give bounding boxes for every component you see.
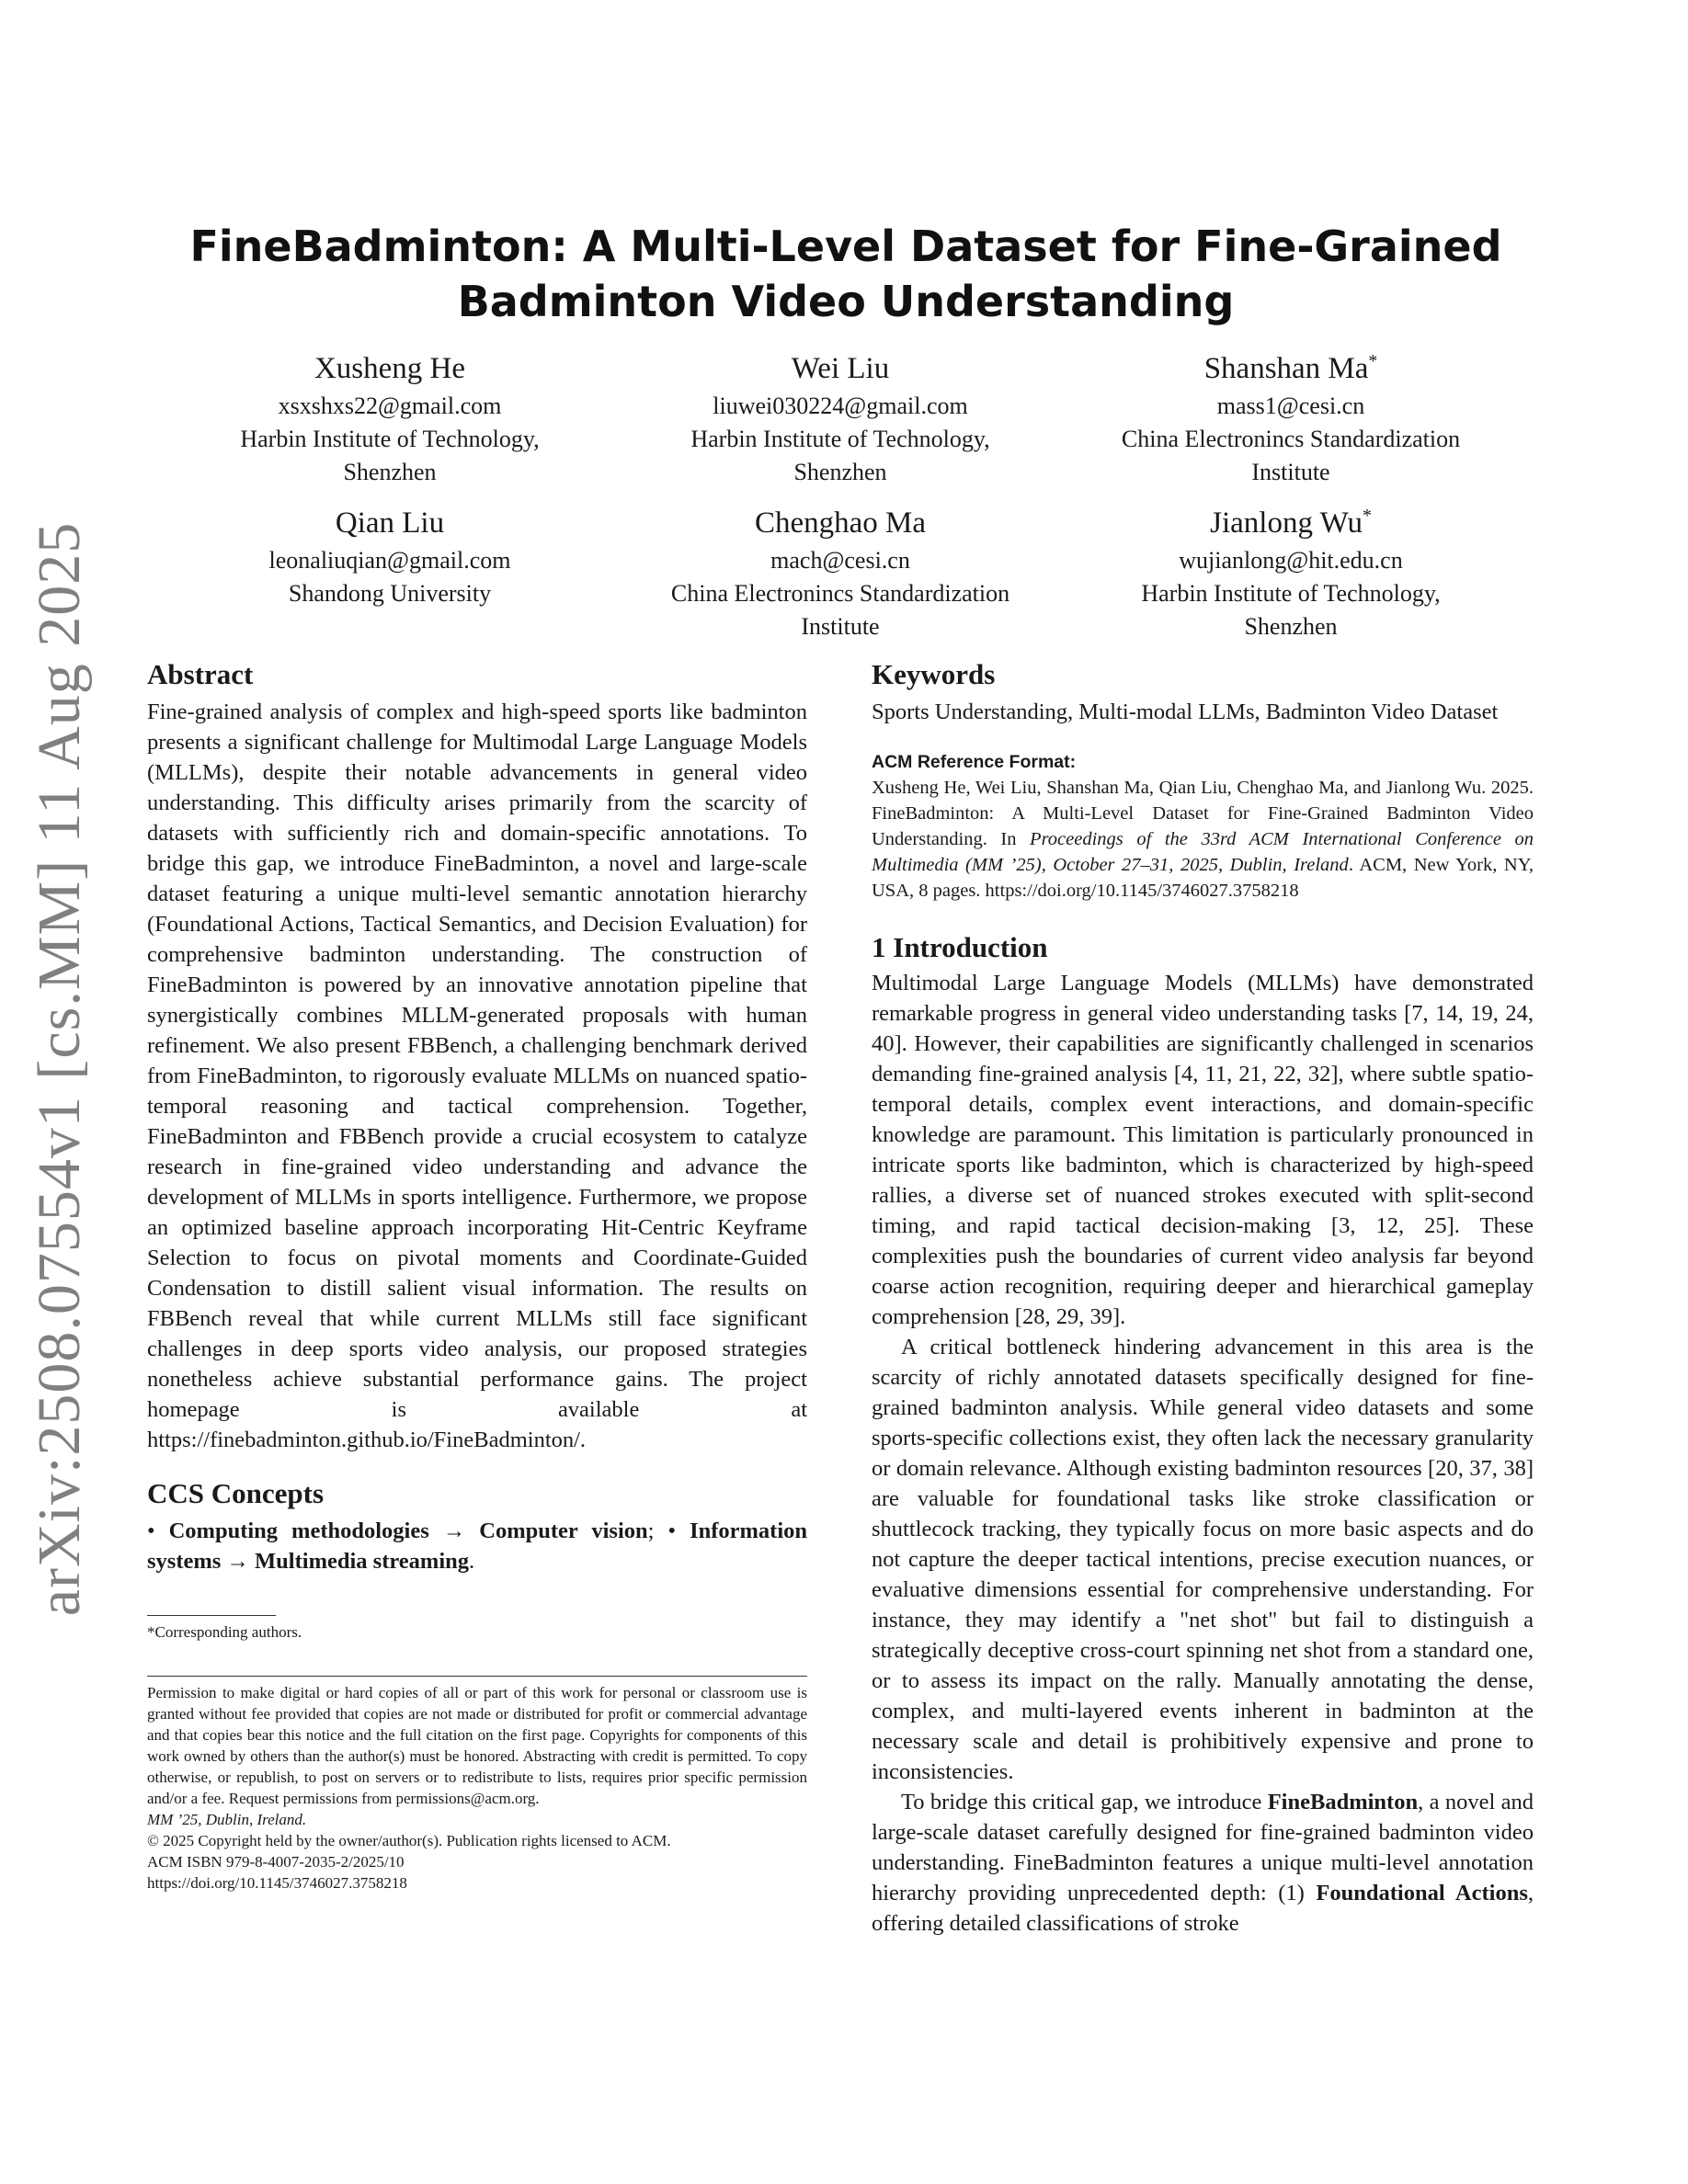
author-affiliation: Institute (801, 613, 880, 640)
author-affiliation: Shandong University (288, 580, 492, 607)
left-column (147, 654, 807, 1894)
permission-block (147, 1682, 807, 1894)
author-block (1070, 347, 1511, 489)
intro-paragraph-3: To bridge this critical gap, we introduce FineBadminton, a novel and large-scale dataset carefully designed for fine-grained badminton video understanding. FineBadminton features a unique multi-level annotation hierarchy providing unprecedented depth: (1) Foundational Actions, offering detailed classifications of stroke (872, 1790, 1534, 1936)
author-affiliation: Harbin Institute of Technology, (690, 426, 990, 452)
author-email: xsxshxs22@gmail.com (278, 392, 502, 419)
title-line-2: Badminton Video Understanding (457, 277, 1235, 326)
footnote-rule (147, 1615, 276, 1616)
paper-title (147, 219, 1545, 329)
author-affiliation: Shenzhen (793, 459, 887, 485)
permission-isbn: ACM ISBN 979-8-4007-2035-2/2025/10 (147, 1853, 405, 1871)
author-email: liuwei030224@gmail.com (713, 392, 968, 419)
author-block (620, 347, 1061, 489)
author-block (169, 502, 610, 610)
intro-paragraph-2: A critical bottleneck hindering advancement in this area is the scarcity of richly annotated datasets specifically designed for fine-grained badminton analysis. While general video datasets and some sports-specific collections exist, they often lack the necessary granularity or domain relevance. Although existing badminton resources [20, 37, 38] are valuable for foundational tasks like stroke classification or shuttlecock tracking, they typically focus on more basic aspects and do not capture the deeper tactical intentions, precise execution nuances, or evaluative dimensions essential for comprehensive understanding. For instance, they may identify a "net shot" but fail to distinguish a strategically deceptive cross-court spinning net shot from a standard one, or to assess its impact on the rally. Manually annotating the dense, complex, and multi-layered events inherent in badminton at the necessary scale and detail is prohibitively expensive and prone to inconsistencies. (872, 1335, 1534, 1784)
title-line-1: FineBadminton: A Multi-Level Dataset for Fine-Grained (189, 222, 1502, 271)
author-name: Xusheng He (314, 352, 466, 385)
keywords-heading: Keywords (872, 658, 996, 690)
author-name: Jianlong Wu* (1210, 506, 1372, 540)
author-name: Qian Liu (335, 506, 445, 540)
author-affiliation: Institute (1251, 459, 1330, 485)
acm-ref-text: Xusheng He, Wei Liu, Shanshan Ma, Qian Liu, Chenghao Ma, and Jianlong Wu. 2025. FineBadminton: A Multi-Level Dataset for Fine-Grained Badminton Video Understanding. In Proceedings of the 33rd ACM International Conference on Multimedia (MM ’25), October 27–31, 2025, Dublin, Ireland. ACM, New York, NY, USA, 8 pages. https://doi.org/10.1145/3746027.3758218 (872, 778, 1534, 901)
intro-heading: 1 Introduction (872, 931, 1048, 963)
author-affiliation: Harbin Institute of Technology, (240, 426, 540, 452)
author-name: Shanshan Ma* (1203, 351, 1378, 385)
author-block (169, 347, 610, 489)
permission-text: Permission to make digital or hard copies of all or part of this work for personal or classroom use is granted without fee provided that copies are not made or distributed for profit or commercial advantage and that copies bear this notice and the full citation on the first page. Copyrights for components of this work owned by others than the author(s) must be honored. Abstracting with credit is permitted. To copy otherwise, or republish, to post on servers or to redistribute to lists, requires prior specific permission and/or a fee. Request permissions from permissions@acm.org. (147, 1684, 807, 1807)
author-name: Chenghao Ma (754, 506, 927, 540)
acm-ref-heading: ACM Reference Format: (872, 752, 1077, 772)
author-block (620, 502, 1061, 643)
author-name: Wei Liu (791, 352, 890, 385)
keywords-text: Sports Understanding, Multi-modal LLMs, Badminton Video Dataset (872, 700, 1499, 724)
right-column (872, 654, 1534, 1939)
author-email: mass1@cesi.cn (1216, 392, 1365, 419)
permission-copyright: © 2025 Copyright held by the owner/author(s). Publication rights licensed to ACM. (147, 1832, 671, 1849)
author-affiliation: Harbin Institute of Technology, (1141, 580, 1441, 607)
permission-doi: https://doi.org/10.1145/3746027.3758218 (147, 1874, 407, 1892)
author-affiliation: Shenzhen (343, 459, 437, 485)
author-email: wujianlong@hit.edu.cn (1179, 547, 1403, 574)
intro-paragraph-1: Multimodal Large Language Models (MLLMs) have demonstrated remarkable progress in general video understanding tasks [7, 14, 19, 24, 40]. However, their capabilities are significantly challenged in scenarios demanding fine-grained analysis [4, 11, 21, 22, 32], where subtle spatio-temporal details, complex event interactions, and domain-specific knowledge are paramount. This limitation is particularly pronounced in intricate sports like badminton, which is characterized by high-speed rallies, a diverse set of nuanced strokes executed with split-second timing, and rapid tactical decision-making [3, 12, 25]. These complexities push the boundaries of current video analysis far beyond coarse action recognition, requiring deeper and hierarchical gameplay comprehension [28, 29, 39]. (872, 971, 1534, 1329)
author-email: leonaliuqian@gmail.com (268, 547, 511, 574)
author-affiliation: Shenzhen (1244, 613, 1338, 640)
ccs-text: • Computing methodologies → Computer vision; • Information systems → Multimedia streaming. (147, 1519, 808, 1574)
ccs-heading: CCS Concepts (147, 1477, 325, 1509)
arxiv-stamp: arXiv:2508.07554v1 [cs.MM] 11 Aug 2025 (26, 521, 93, 1617)
author-block (1070, 502, 1511, 643)
author-email: mach@cesi.cn (770, 547, 910, 574)
permission-venue: MM ’25, Dublin, Ireland. (147, 1811, 307, 1828)
author-affiliation: China Electronincs Standardization (670, 580, 1010, 607)
abstract-heading: Abstract (147, 658, 254, 690)
abstract-text: Fine-grained analysis of complex and high-speed sports like badminton presents a significant challenge for Multimodal Large Language Models (MLLMs), despite their notable advancements in general video understanding. This difficulty arises primarily from the scarcity of datasets with sufficiently rich and domain-specific annotations. To bridge this gap, we introduce FineBadminton, a novel and large-scale dataset featuring a unique multi-level semantic annotation hierarchy (Foundational Actions, Tactical Semantics, and Decision Evaluation) for comprehensive badminton understanding. The construction of FineBadminton is powered by an innovative annotation pipeline that synergistically combines MLLM-generated proposals with human refinement. We also present FBBench, a challenging benchmark derived from FineBadminton, to rigorously evaluate MLLMs on nuanced spatio-temporal reasoning and tactical comprehension. Together, FineBadminton and FBBench provide a crucial ecosystem to catalyze research in fine-grained video understanding and advance the development of MLLMs in sports intelligence. Furthermore, we propose an optimized baseline approach incorporating Hit-Centric Keyframe Selection to focus on pivotal moments and Coordinate-Guided Condensation to distill salient visual information. The results on FBBench reveal that while current MLLMs still face significant challenges in deep sports video analysis, our proposed strategies nonetheless achieve substantial performance gains. The project homepage is available at https://finebadminton.github.io/FineBadminton/. (147, 700, 807, 1452)
author-affiliation: China Electronincs Standardization (1121, 426, 1461, 452)
permission-rule (147, 1676, 807, 1677)
footnote: *Corresponding authors. (147, 1623, 302, 1641)
